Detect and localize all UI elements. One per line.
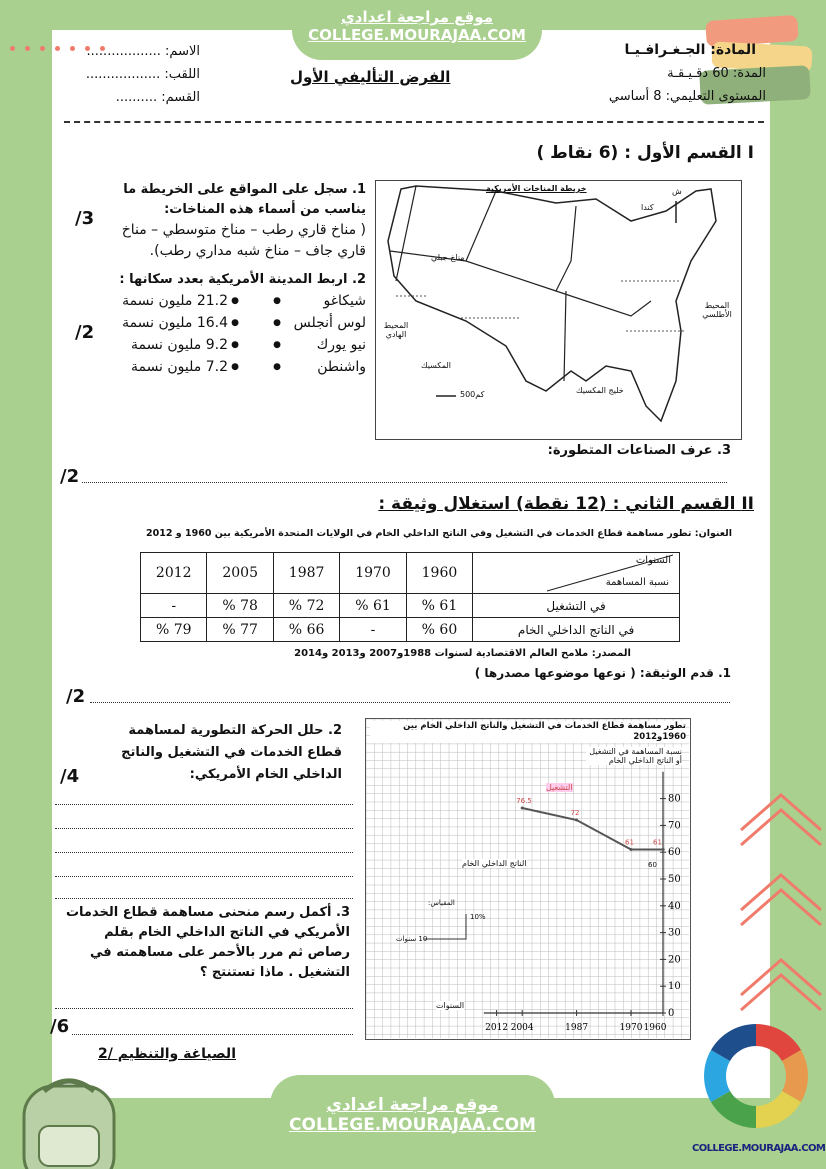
match-dot-icon[interactable]: ● [231, 296, 239, 306]
match-dot-icon[interactable]: ● [231, 362, 239, 372]
chart-title: تطور مساهمة قطاع الخدمات في التشغيل والناتج الداخلي الخام بين 1960و2012 [370, 721, 686, 743]
match-dot-icon[interactable]: ● [273, 318, 281, 328]
data-table [140, 552, 680, 642]
population-item[interactable]: 21.2 مليون نسمة [122, 293, 228, 309]
match-dot-icon[interactable]: ● [273, 296, 281, 306]
map-label-pacific: المحيط الهادي [383, 321, 409, 339]
match-dot-icon[interactable]: ● [231, 340, 239, 350]
section1-questions [100, 180, 366, 378]
year-cell: 2012 [141, 553, 207, 594]
table-cell: 61 % [406, 594, 472, 618]
data-point [521, 806, 524, 809]
site-url[interactable]: COLLEGE.MOURAJAA.COM [289, 1115, 536, 1135]
backpack-icon [14, 1066, 124, 1169]
matching-row [100, 312, 366, 334]
table-cell: - [340, 618, 406, 642]
y-tick-label: 60 [668, 847, 681, 859]
gdp-label: الناتج الداخلي الخام [462, 859, 527, 868]
table-cell: 78 % [207, 594, 273, 618]
table-corner [473, 553, 680, 594]
usa-climate-map [375, 180, 742, 440]
table-cell: 66 % [273, 618, 339, 642]
q1-score: /3 [75, 208, 95, 229]
matching-row [100, 290, 366, 312]
table-cell: - [141, 594, 207, 618]
answer-line[interactable] [72, 1034, 353, 1035]
row-label: في التشغيل [473, 594, 680, 618]
graph-paper-chart [365, 718, 691, 1040]
data-point-label: 61 [625, 838, 634, 847]
answer-line[interactable] [55, 852, 353, 853]
y-tick-label: 80 [668, 793, 681, 805]
year-cell: 1970 [340, 553, 406, 594]
site-banner-top[interactable] [292, 0, 542, 60]
matching-row [100, 334, 366, 356]
y-tick-label: 0 [668, 1008, 675, 1019]
site-name-ar: موقع مراجعة اعدادي [341, 8, 493, 26]
answer-line[interactable] [55, 898, 353, 899]
population-item[interactable]: 9.2 مليون نسمة [130, 337, 228, 353]
duration: المدة: 60 دقـيـقـة [667, 66, 766, 81]
level: المستوى التعليمي: 8 أساسي [608, 89, 766, 104]
section1-heading: I القسم الأول : (6 نقاط ) [536, 143, 754, 163]
scale-title: المقياس: [428, 899, 455, 907]
s2-q3-score: /6 [50, 1016, 70, 1037]
table-cell: 60 % [406, 618, 472, 642]
answer-line[interactable] [55, 804, 353, 805]
scale-y: 10% [470, 913, 486, 921]
exam-title: الفرض التأليفي الأول [290, 68, 451, 86]
match-dot-icon[interactable]: ● [273, 362, 281, 372]
usa-map-outline [376, 181, 743, 441]
s2-q1-score: /2 [66, 686, 86, 707]
table-cell: 79 % [141, 618, 207, 642]
x-tick-label: 2012 [485, 1023, 509, 1033]
map-scale: 500كم [460, 390, 485, 399]
q2-score: /2 [75, 322, 95, 343]
map-label-gulf: خليج المكسيك [576, 386, 624, 395]
gdp-start-label: 60 [648, 861, 657, 869]
s2-q2-text: 2. حلل الحركة التطورية لمساهمة قطاع الخدمات في التشغيل والناتج الداخلي الخام الأمريكي: [121, 723, 342, 782]
x-tick-label: 1970 [619, 1023, 643, 1033]
y-tick-label: 20 [668, 954, 681, 966]
map-title: خريطة المناخات الأمريكية [486, 184, 587, 193]
name-field[interactable]: الاسم: .................. [86, 44, 200, 59]
scale-x: 10 سنوات [396, 935, 428, 943]
q2-text: 2. اربط المدينة الأمريكية بعدد سكانها : [119, 272, 366, 287]
map-label-canada: كندا [641, 203, 654, 212]
table-row [141, 594, 680, 618]
year-cell: 1960 [406, 553, 472, 594]
employment-series-label: التشغيل [546, 783, 573, 792]
surname-field[interactable]: اللقب: .................. [85, 67, 200, 82]
y-tick-label: 50 [668, 874, 681, 885]
site-name-ar: موقع مراجعة اعدادي [326, 1095, 499, 1115]
chart-xlabel: السنوات [436, 1001, 465, 1010]
city-item[interactable]: واشنطن [317, 359, 366, 375]
chart-svg [366, 719, 689, 1038]
matching-row [100, 356, 366, 378]
chart-ylabel: نسبة المساهمة في التشغيل أو الناتج الداخلي الخام [586, 747, 682, 765]
year-cell: 2005 [207, 553, 273, 594]
answer-line[interactable] [55, 876, 353, 877]
data-point-label: 76.5 [516, 796, 532, 805]
data-point [630, 848, 633, 851]
row-label: في الناتج الداخلي الخام [473, 618, 680, 642]
y-tick-label: 70 [668, 820, 681, 832]
table-cell: 61 % [340, 594, 406, 618]
q3-text: 3. عرف الصناعات المتطورة: [547, 443, 731, 458]
map-label-mountain: مناخ جبلي [431, 253, 465, 262]
answer-line[interactable] [55, 828, 353, 829]
data-point [575, 819, 578, 822]
population-item[interactable]: 7.2 مليون نسمة [130, 359, 228, 375]
s2-q3-text: 3. أكمل رسم منحنى مساهمة قطاع الخدمات الأمريكي في الناتج الداخلي الخام بقلم رصاص ثم مرر بالأحمر على مساهمته في التشغيل . ماذا تستنتج ؟ [65, 905, 350, 980]
map-label-mexico: المكسيك [421, 361, 451, 370]
city-item[interactable]: لوس أنجلس [293, 315, 366, 331]
year-cell: 1987 [273, 553, 339, 594]
matching-list [100, 290, 366, 378]
x-tick-label: 1960 [643, 1023, 667, 1033]
presentation-heading: الصياغة والتنظيم /2 [97, 1046, 236, 1062]
data-point-label: 72 [570, 809, 580, 818]
s2-q1-text: 1. قدم الوثيقة: ( نوعها موضوعها مصدرها ) [474, 666, 731, 680]
table-cell: 77 % [207, 618, 273, 642]
north-arrow-icon: ش [672, 187, 682, 196]
q3-answer-line[interactable] [82, 482, 727, 483]
subject: المادة: الجـغـرافـيـا [624, 42, 756, 58]
site-url[interactable]: COLLEGE.MOURAJAA.COM [308, 26, 526, 44]
table-cell: 72 % [273, 594, 339, 618]
class-field[interactable]: القسم: .......... [115, 90, 200, 105]
site-logo-icon [694, 1020, 824, 1140]
y-tick-label: 30 [668, 927, 681, 939]
q1-options: ( مناخ قاري رطب – مناخ متوسطي – مناخ قاري جاف – مناخ شبه مداري رطب). [121, 222, 366, 259]
s2-q2-score: /4 [60, 766, 80, 787]
city-item[interactable]: نيو يورك [316, 337, 366, 353]
divider [64, 121, 764, 123]
site-banner-bottom[interactable] [270, 1075, 555, 1169]
document-title: العنوان: تطور مساهمة قطاع الخدمات في التشغيل وفي الناتج الداخلي الخام في الولايات المتحدة الأمريكية بين 1960 و 2012 [146, 528, 732, 539]
q3-score: /2 [60, 466, 80, 487]
logo-text: COLLEGE.MOURAJAA.COM [692, 1143, 826, 1154]
x-tick-label: 2004 [510, 1023, 534, 1033]
s2-q1-answer-line[interactable] [90, 702, 730, 703]
document-source: المصدر: ملامح العالم الاقتصادية لسنوات 1988و2007 و2013 و2014 [294, 648, 631, 659]
match-dot-icon[interactable]: ● [231, 318, 239, 328]
corner-years: السنوات [635, 555, 671, 566]
y-tick-label: 40 [668, 900, 681, 912]
answer-line[interactable] [55, 1008, 353, 1009]
corner-ratio: نسبة المساهمة [605, 577, 669, 588]
section2-heading: II القسم الثاني : (12 نقطة) استغلال وثيقة : [378, 494, 754, 514]
map-label-atlantic: المحيط الأطلسي [702, 301, 732, 319]
y-tick-label: 10 [668, 981, 681, 993]
data-point [662, 848, 665, 851]
x-tick-label: 1987 [565, 1023, 589, 1033]
population-item[interactable]: 16.4 مليون نسمة [122, 315, 228, 331]
city-item[interactable]: شيكاغو [323, 293, 366, 309]
table-row [141, 618, 680, 642]
table-header-row [141, 553, 680, 594]
q1-text: 1. سجل على المواقع على الخريطة ما يناسب من أسماء هذه المناخات: [123, 182, 366, 217]
match-dot-icon[interactable]: ● [273, 340, 281, 350]
data-point-label: 61 [653, 838, 662, 847]
